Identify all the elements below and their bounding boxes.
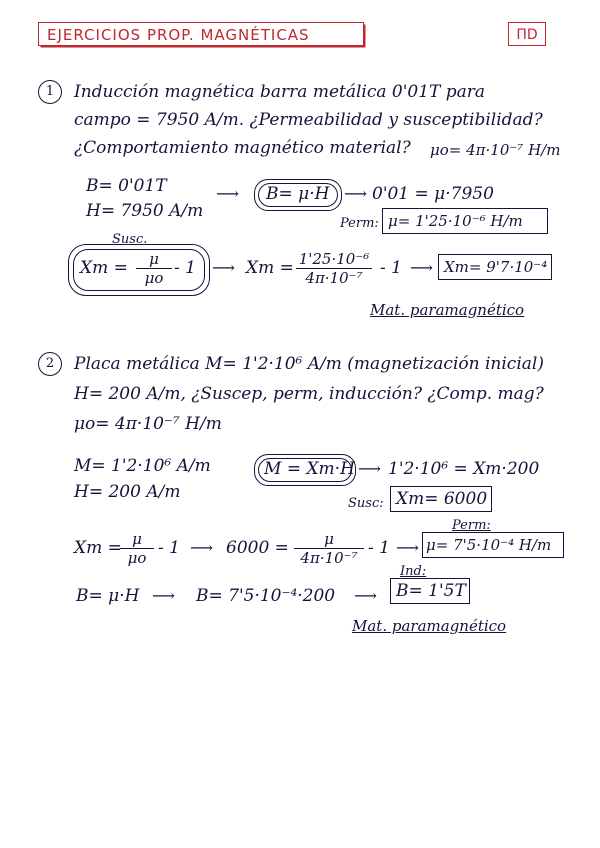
ex2-fraction-2 [294, 530, 364, 567]
ex1-formula: B= μ·H [266, 184, 330, 204]
arrow-icon: ⟶ [344, 184, 367, 203]
ex2-given-m: M= 1'2·10⁶ A/m [74, 456, 211, 476]
ex2-statement-line3: μo= 4π·10⁻⁷ H/m [74, 414, 222, 434]
ex1-calc: 0'01 = μ·7950 [372, 184, 494, 204]
ex1-statement-line2: campo = 7950 A/m. ¿Permeabilidad y susceptibilidad? [74, 110, 543, 130]
ex1-mu0-constant: μo= 4π·10⁻⁷ H/m [430, 141, 561, 159]
ex1-fraction [136, 250, 172, 287]
arrow-icon: ⟶ [358, 459, 381, 478]
ex1-minus-one-2: - 1 [380, 258, 402, 278]
ex1-perm-result: μ= 1'25·10⁻⁶ H/m [388, 212, 523, 230]
ex2-frac-num: μ [132, 530, 142, 548]
ex2-calc: 1'2·10⁶ = Xm·200 [388, 459, 540, 479]
ex2-fraction [120, 530, 154, 567]
ex2-susc-result: Xm= 6000 [396, 489, 488, 509]
arrow-icon: ⟶ [216, 184, 239, 203]
ex2-calc2: 6000 = [226, 538, 289, 558]
ex2-statement-line2: H= 200 A/m, ¿Suscep, perm, inducción? ¿Comp. mag? [74, 384, 544, 404]
worksheet-title: EJERCICIOS PROP. MAGNÉTICAS [38, 22, 364, 46]
ex1-xm-result: Xm= 9'7·10⁻⁴ [444, 258, 548, 276]
arrow-icon: ⟶ [396, 538, 419, 557]
ex1-frac-den: μo [136, 268, 172, 287]
exercise-2-number: 2 [38, 352, 62, 376]
ex2-statement-line1: Placa metálica M= 1'2·10⁶ A/m (magnetización inicial) [74, 354, 544, 374]
ex1-fraction-2 [296, 250, 372, 287]
ex2-formula: M = Xm·H [264, 459, 355, 479]
ex2-frac-den: μo [120, 548, 154, 567]
ex1-given-b: B= 0'01T [86, 176, 167, 196]
arrow-icon: ⟶ [410, 258, 433, 277]
ex2-b-result: B= 1'5T [396, 581, 466, 601]
ex1-frac-num: μ [149, 250, 159, 268]
ex2-b-formula: B= μ·H [76, 586, 140, 606]
ex1-minus-one: - 1 [174, 258, 196, 278]
ex1-given-h: H= 7950 A/m [86, 201, 204, 221]
arrow-icon: ⟶ [212, 258, 235, 277]
arrow-icon: ⟶ [152, 586, 175, 605]
ex2-frac2-num: μ [324, 530, 334, 548]
ex2-xm-lhs: Xm = [74, 538, 122, 558]
ex2-frac2-den: 4π·10⁻⁷ [294, 548, 364, 567]
ex2-minus-one: - 1 [158, 538, 180, 558]
ex1-statement-line3: ¿Comportamiento magnético material? [74, 138, 411, 158]
ex1-conclusion: Mat. paramagnético [370, 301, 525, 319]
ex2-b-calc: B= 7'5·10⁻⁴·200 [196, 586, 336, 606]
ex1-susc-label: Susc. [112, 232, 148, 247]
ex2-conclusion: Mat. paramagnético [352, 617, 507, 635]
ex1-statement-line1: Inducción magnética barra metálica 0'01T para [74, 82, 486, 102]
ex2-given-h: H= 200 A/m [74, 482, 181, 502]
exercise-1-number: 1 [38, 80, 62, 104]
initials-badge: ΠD [508, 22, 546, 46]
ex1-xm-lhs: Xm = [80, 258, 128, 278]
arrow-icon: ⟶ [354, 586, 377, 605]
ex1-frac2-den: 4π·10⁻⁷ [296, 268, 372, 287]
ex1-perm-label: Perm: [340, 216, 379, 231]
ex1-xm-eq: Xm = [246, 258, 294, 278]
ex2-perm-result: μ= 7'5·10⁻⁴ H/m [426, 536, 552, 554]
ex2-susc-label: Susc: [348, 496, 384, 511]
ex2-minus-one-2: - 1 [368, 538, 390, 558]
ex2-ind-label: Ind: [400, 564, 427, 579]
ex1-frac2-num: 1'25·10⁻⁶ [298, 250, 370, 268]
ex2-perm-label: Perm: [452, 518, 491, 533]
arrow-icon: ⟶ [190, 538, 213, 557]
